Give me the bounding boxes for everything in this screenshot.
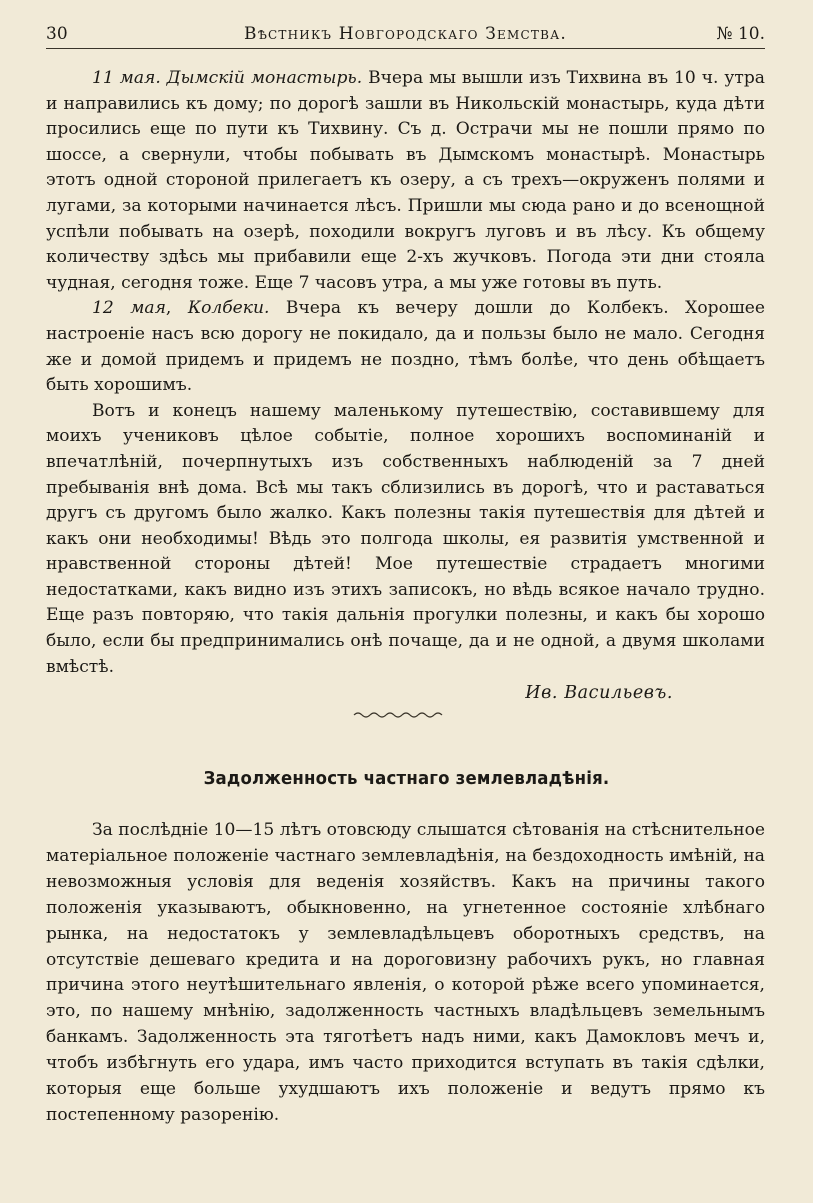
separator: , bbox=[165, 298, 188, 319]
page-number: 30 bbox=[46, 24, 68, 44]
paragraph-conclusion: Вотъ и конецъ нашему маленькому путешествію, составившему для моихъ учениковъ цѣлое событіе, полное хорошихъ воспоминаній и впечатлѣній, почерпнутыхъ изъ собственныхъ наблюденій за 7 дней пребыванія внѣ дома. Всѣ мы такъ сблизились въ дорогѣ, что и раставаться другъ съ другомъ было жалко. Какъ полезны такія путешествія для дѣтей и какъ они необходимы! Вѣдь это полгода школы, ея развитія умственной и нравственной стороны дѣтей! Мое путешествіе страдаетъ многими недостатками, какъ видно изъ этихъ записокъ, но вѣдь всякое начало трудно. Еще разъ повторяю, что такія дальнія прогулки полезны, и какъ бы хорошо было, если бы предпринимались онѣ почаще, да и не одной, а двумя школами вмѣстѣ. bbox=[46, 400, 765, 677]
journal-title: Вѣстникъ Новгородскаго Земства. bbox=[244, 24, 567, 44]
entry-date: 12 мая bbox=[92, 298, 166, 319]
paragraph-land-debt: За послѣдніе 10—15 лѣтъ отовсюду слышатся сѣтованія на стѣснительное матеріальное положеніе частнаго землевладѣнія, на бездоходность имѣній, на невозможныя условія для веденія хозяйствъ. Какъ на причины такого положенія указываютъ, обыкновенно, на угнетенное состояніе хлѣбнаго рынка, на недостатокъ у землевладѣльцевъ оборотныхъ средствъ, на отсутствіе дешеваго кредита и на дороговизну рабочихъ рукъ, но главная причина этого неутѣшительнаго явленія, о которой рѣже всего упоминается, это, по нашему мнѣнію, задолженность частныхъ владѣльцевъ земельнымъ банкамъ. Задолженность эта тяготѣетъ надъ ними, какъ Дамокловъ мечъ и, чтобъ избѣгнуть его удара, имъ часто приходится вступать въ такія сдѣлки, которыя еще больше ухудшаютъ ихъ положеніе и ведутъ прямо къ постепенному разоренію. bbox=[46, 820, 765, 1125]
paragraph-text: Вчера къ вечеру дошли до Колбекъ. Хорошее настроеніе насъ всю дорогу не покидало, да и пользы было не мало. Сегодня же и домой придемъ и придемъ не поздно, тѣмъ болѣе, что день обѣщаетъ быть хорошимъ. bbox=[46, 298, 765, 396]
paragraph-text: Вчера мы вышли изъ Тихвина въ 10 ч. утра и направились къ дому; по дорогѣ зашли въ Никольскій монастырь, куда дѣти просились еще по пути къ Тихвину. Съ д. Острачи мы не пошли прямо по шоссе, а свернули, чтобы побывать въ Дымскомъ монастырѣ. Монастырь этотъ одной стороной прилегаетъ къ озеру, а съ трехъ—окруженъ полями и лугами, за которыми начинается лѣсъ. Пришли мы сюда рано и до всенощной успѣли побывать на озерѣ, походили вокругъ луговъ и въ лѣсу. Къ общему количеству здѣсь мы прибавили еще 2-хъ жучковъ. Погода эти дни стояла чудная, сегодня тоже. Еще 7 часовъ утра, а мы уже готовы въ путь. bbox=[46, 68, 765, 293]
paragraph-may-12 bbox=[46, 296, 765, 398]
article-travel-notes bbox=[46, 66, 765, 707]
article-land-debt bbox=[46, 818, 765, 1129]
running-head bbox=[46, 22, 765, 50]
entry-heading: 11 мая. Дымскій монастырь. bbox=[92, 68, 363, 88]
author-signature: Ив. Васильевъ. bbox=[525, 683, 673, 704]
header-rule bbox=[46, 48, 765, 49]
entry-place: Колбеки. bbox=[187, 298, 270, 319]
paragraph-may-11 bbox=[46, 66, 765, 296]
section-divider-ornament bbox=[352, 710, 446, 720]
issue-number: № 10. bbox=[716, 24, 765, 44]
article-heading: Задолженность частнаго землевладѣнія. bbox=[203, 768, 610, 789]
